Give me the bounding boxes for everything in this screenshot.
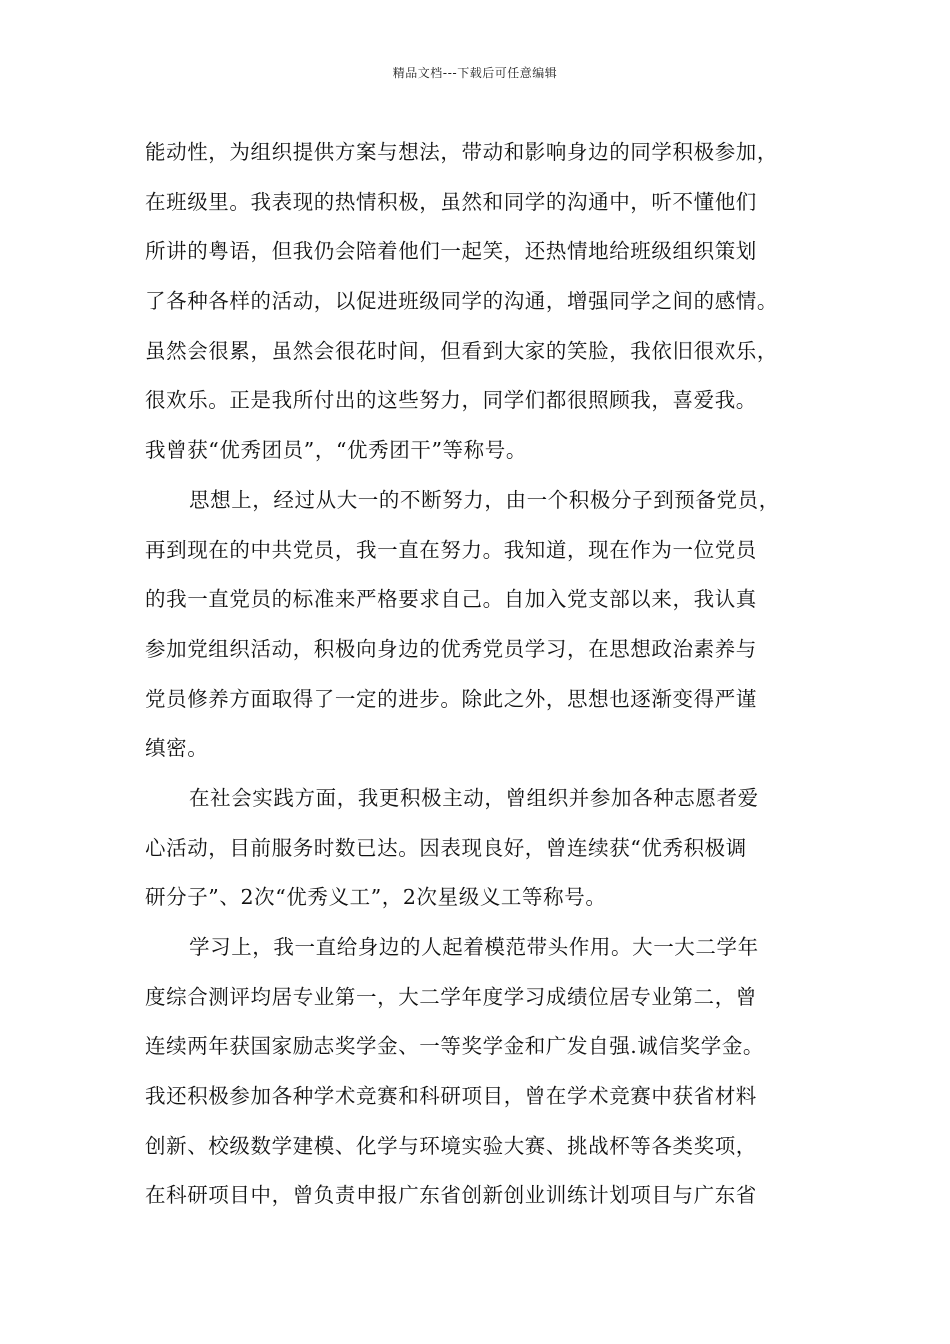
text-line: 能动性，为组织提供方案与想法，带动和影响身边的同学积极参加， — [145, 140, 778, 164]
text-line: 在班级里。我表现的热情积极，虽然和同学的沟通中，听不懂他们 — [145, 189, 757, 214]
text-line: 缜密。 — [145, 736, 209, 761]
text-line: 党员修养方面取得了一定的进步。除此之外，思想也逐渐变得严谨 — [145, 686, 757, 711]
text-line: 度综合测评均居专业第一，大二学年度学习成绩位居专业第二，曾 — [145, 984, 757, 1009]
text-line: 很欢乐。正是我所付出的这些努力，同学们都很照顾我，喜爱我。 — [145, 388, 757, 413]
text-line: 了各种各样的活动，以促进班级同学的沟通，增强同学之间的感情。 — [145, 289, 778, 314]
paragraph-start-line: 思想上，经过从大一的不断努力，由一个积极分子到预备党员， — [189, 487, 780, 512]
page-header: 精品文档---下载后可任意编辑 — [392, 66, 558, 80]
paragraph-start-line: 在社会实践方面，我更积极主动，曾组织并参加各种志愿者爱 — [189, 785, 759, 810]
text-line: 的我一直党员的标准来严格要求自己。自加入党支部以来，我认真 — [145, 587, 757, 612]
text-line: 所讲的粤语，但我仍会陪着他们一起笑，还热情地给班级组织策划 — [145, 239, 757, 264]
text-line: 创新、校级数学建模、化学与环境实验大赛、挑战杯等各类奖项， — [145, 1133, 757, 1158]
text-line: 我还积极参加各种学术竞赛和科研项目，曾在学术竞赛中获省材料 — [145, 1084, 757, 1109]
text-line: 再到现在的中共党员，我一直在努力。我知道，现在作为一位党员 — [145, 537, 757, 562]
text-line: 心活动，目前服务时数已达。因表现良好，曾连续获“优秀积极调 — [145, 835, 747, 860]
text-line: 参加党组织活动，积极向身边的优秀党员学习，在思想政治素养与 — [145, 636, 757, 661]
text-line: 我曾获“优秀团员”，“优秀团干”等称号。 — [145, 438, 527, 463]
body-text — [145, 128, 820, 1221]
text-line: 连续两年获国家励志奖学金、一等奖学金和广发自强.诚信奖学金。 — [145, 1034, 765, 1059]
text-line: 研分子”、2次“优秀义工”，2次星级义工等称号。 — [145, 885, 607, 910]
text-line: 虽然会很累，虽然会很花时间，但看到大家的笑脸，我依旧很欢乐， — [145, 338, 778, 363]
text-line: 在科研项目中，曾负责申报广东省创新创业训练计划项目与广东省 — [145, 1183, 757, 1208]
paragraph-start-line: 学习上，我一直给身边的人起着模范带头作用。大一大二学年 — [189, 935, 759, 959]
